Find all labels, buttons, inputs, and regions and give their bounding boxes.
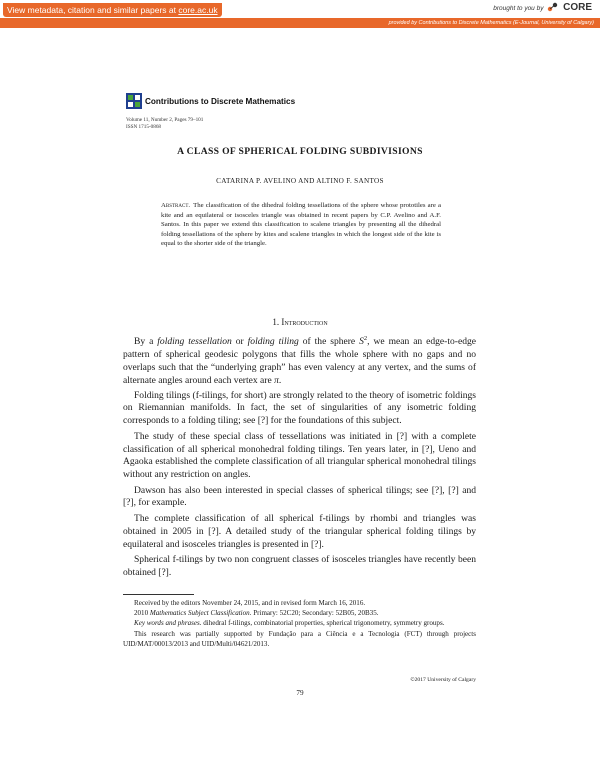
keywords-list: dihedral f-tilings, combinatorial properties, spherical trigonometry, symmetry groups. — [201, 619, 445, 628]
metadata-link-prefix: View metadata, citation and similar papers at — [7, 5, 179, 15]
footnotes — [123, 599, 476, 650]
provided-by-text: provided by Contributions to Discrete Mathematics (E-Journal, University of Calgary) — [388, 20, 594, 26]
abstract — [161, 201, 441, 249]
p1-text-1: By a — [134, 336, 158, 348]
footnote-keywords — [123, 619, 476, 628]
abstract-label: Abstract. — [161, 202, 191, 209]
p1-text-2: or — [231, 336, 248, 348]
abstract-text: The classification of the dihedral folding tessellations of the sphere whose prototiles are a kite and an equilateral or isosceles triangle was obtained in recent papers by C.P. Avelino and A.F. Santos. In this paper we extend this classification to scalene triangles by presenting all the dihedral folding tessellations of the sphere by kites and scalene triangles in which the longest side of the kite is equal to the shorter side of the triangle. — [161, 202, 441, 248]
p1-text-4: , we mean an edge-to-edge pattern of spherical geodesic polygons that fills the whole sphere with no gaps and no overlaps such that the “underlying graph” has even valency at any vertex, and the sums of alternate angles around each vertex are — [123, 336, 476, 386]
msc-label: Mathematics Subject Classification. — [149, 609, 252, 618]
copyright: ©2017 University of Calgary — [410, 677, 476, 683]
p1-text-3: of the sphere — [298, 336, 360, 348]
footnote-funding: This research was partially supported by Fundação para a Ciência e a Tecnologia (FCT) through projects UID/MAT/00013/2013 and UID/Multi/04621/2013. — [123, 630, 476, 648]
journal-name: Contributions to Discrete Mathematics — [145, 96, 296, 106]
journal-logo-icon — [126, 93, 142, 109]
msc-year: 2010 — [134, 609, 150, 618]
metadata-link-site[interactable]: core.ac.uk — [178, 5, 218, 15]
provided-by-bar[interactable] — [0, 18, 600, 28]
journal-header — [126, 93, 295, 109]
page-number: 79 — [296, 689, 304, 697]
body-text — [123, 333, 476, 582]
paragraph-5: The complete classification of all spherical f-tilings by rhombi and triangles was obtained in 2005 in [?]. A detailed study of the triangular spherical folding tilings by equilateral and isosceles triangles is presented in [?]. — [123, 512, 476, 550]
paper-title: A CLASS OF SPHERICAL FOLDING SUBDIVISIONS — [177, 146, 423, 157]
core-logo-icon — [547, 2, 559, 12]
section-number: 1. — [272, 317, 280, 327]
metadata-link[interactable] — [3, 3, 222, 17]
keywords-label: Key words and phrases. — [134, 619, 202, 628]
term-folding-tiling: folding tiling — [247, 336, 299, 348]
math-pi: π — [274, 374, 279, 386]
issn-line: ISSN 1715-0868 — [126, 123, 162, 130]
msc-codes: Primary: 52C20; Secondary: 52B05, 20B35. — [251, 609, 379, 618]
footnote-divider — [123, 594, 194, 595]
paragraph-3: The study of these special class of tessellations was initiated in [?] with a complete classification of all spherical monohedral folding tilings. Ten years later, in [?], Ueno and Agaoka established the complete classification of all triangular spherical monohedral tilings without any restriction on angles. — [123, 430, 476, 481]
brought-by-text: brought to you by — [493, 5, 544, 12]
paragraph-6: Spherical f-tilings by two non congruent classes of isosceles triangles have recently been obtained [?]. — [123, 554, 476, 578]
math-sphere-exponent: 2 — [363, 335, 368, 342]
paragraph-1 — [123, 333, 476, 388]
volume-line: Volume 11, Number 2, Pages 79–101 — [126, 117, 204, 123]
volume-info — [126, 117, 203, 130]
p1-text-5: . — [278, 374, 282, 386]
paragraph-2: Folding tilings (f-tilings, for short) are strongly related to the theory of isometric foldings on Riemannian manifolds. In fact, the set of singularities of any isometric folding corresponds to a folding tiling; see [?] for the foundations of this subject. — [123, 389, 476, 427]
footnote-received: Received by the editors November 24, 2015, and in revised form March 16, 2016. — [134, 599, 366, 607]
footnote-msc — [123, 609, 476, 618]
paper-authors: CATARINA P. AVELINO AND ALTINO F. SANTOS — [216, 177, 384, 185]
paragraph-4: Dawson has also been interested in special classes of spherical tilings; see [?], [?] and [?], for example. — [123, 484, 476, 509]
core-brand: CORE — [563, 2, 592, 13]
section-heading — [0, 317, 600, 327]
section-title: Introduction — [281, 317, 328, 327]
math-sphere: S — [359, 336, 364, 348]
brought-to-you-by[interactable] — [493, 2, 592, 13]
term-folding-tessellation: folding tessellation — [157, 336, 232, 348]
